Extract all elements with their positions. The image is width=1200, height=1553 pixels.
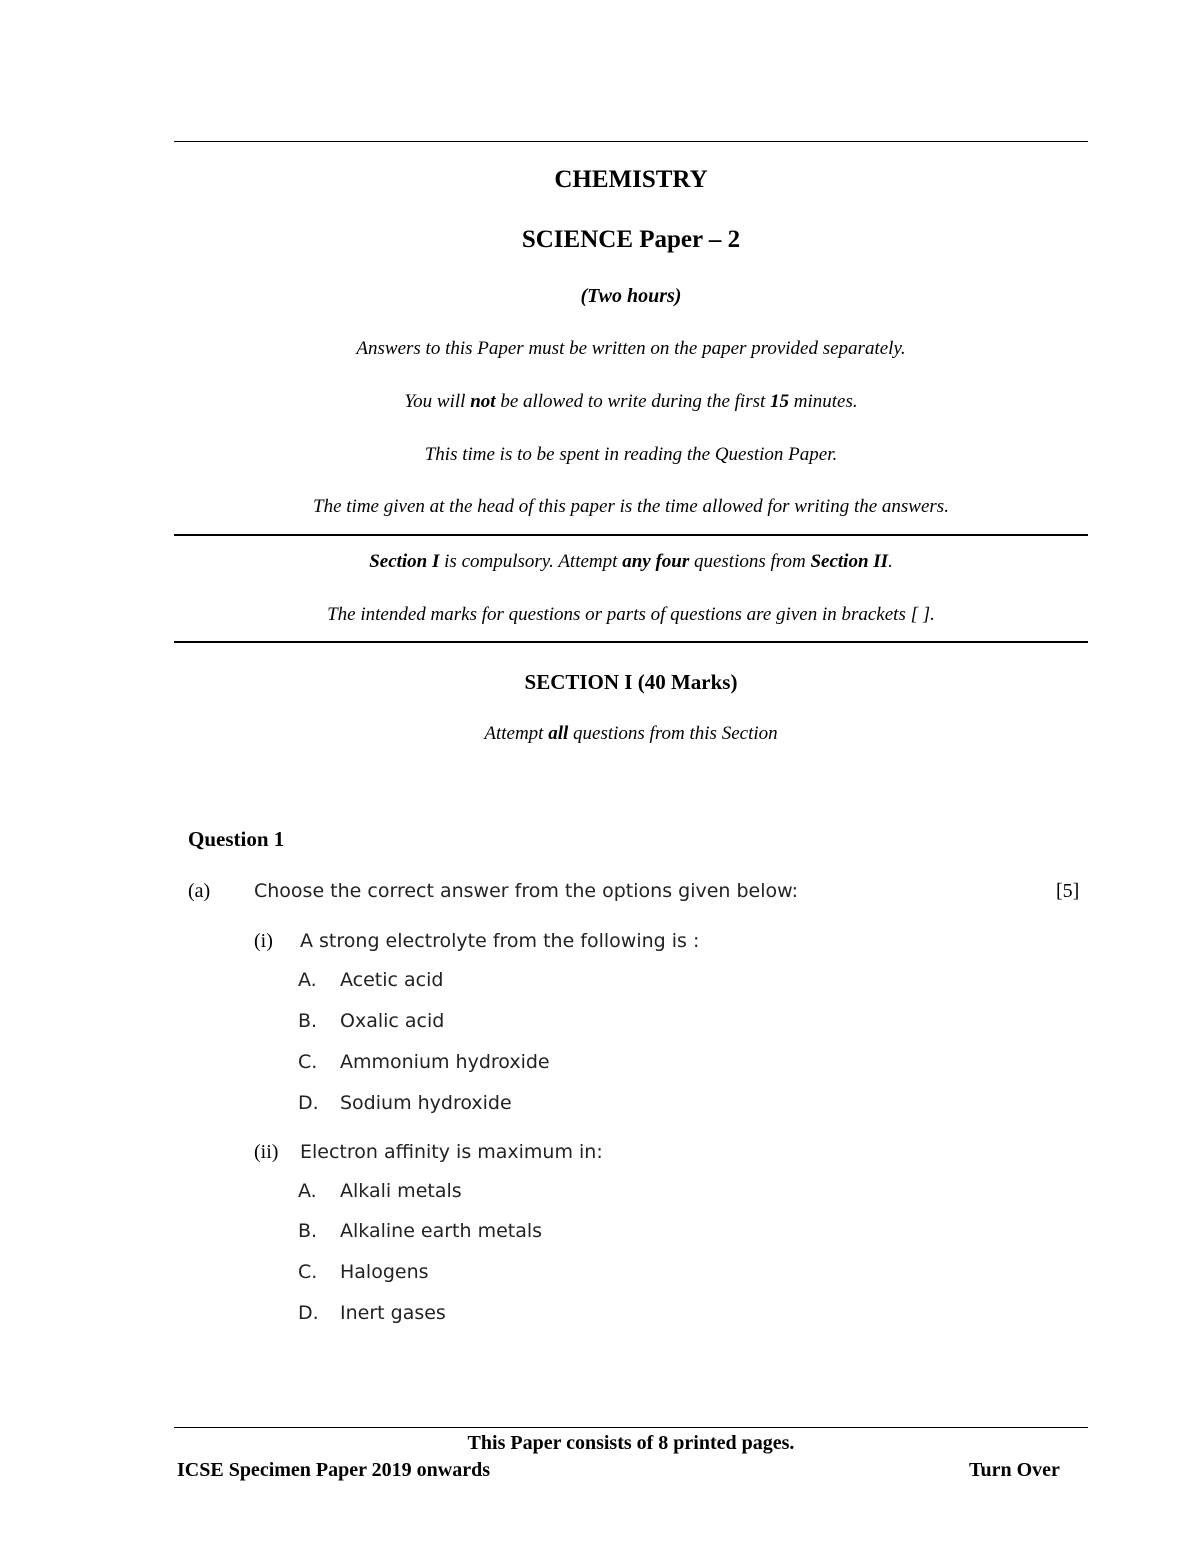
paper-title: SCIENCE Paper – 2	[521, 226, 741, 253]
footer-right: Turn Over	[969, 1459, 1060, 1481]
option-text: Ammonium hydroxide	[340, 1051, 550, 1073]
part-marks: [5]	[1056, 880, 1080, 902]
part-text: Choose the correct answer from the options given below:	[254, 880, 799, 902]
item-text: Electron affinity is maximum in:	[300, 1141, 603, 1163]
option-text: Oxalic acid	[340, 1010, 445, 1032]
subject-title: CHEMISTRY	[554, 166, 708, 193]
footer-left: ICSE Specimen Paper 2019 onwards	[177, 1459, 490, 1481]
option-letter: B.	[298, 1010, 318, 1032]
section-rule-line: Section I is compulsory. Attempt any four questions from Section II.	[369, 551, 893, 572]
footer-rule	[174, 1427, 1088, 1428]
top-rule	[174, 141, 1088, 142]
part-label: (a)	[188, 880, 211, 902]
option-text: Alkaline earth metals	[340, 1220, 543, 1242]
option-letter: D.	[298, 1302, 319, 1324]
question-label: Question 1	[188, 827, 285, 851]
item-number: (ii)	[254, 1141, 279, 1163]
option-letter: B.	[298, 1220, 318, 1242]
item-number: (i)	[254, 930, 273, 952]
rule-above-sections	[174, 534, 1088, 536]
option-text: Sodium hydroxide	[340, 1092, 512, 1114]
option-letter: A.	[298, 969, 317, 991]
instruction-line-4: The time given at the head of this paper is the time allowed for writing the answers.	[313, 496, 949, 517]
section-subheading: Attempt all questions from this Section	[484, 723, 778, 744]
option-letter: D.	[298, 1092, 319, 1114]
option-letter: C.	[298, 1051, 318, 1073]
option-letter: A.	[298, 1180, 317, 1202]
instruction-line-3: This time is to be spent in reading the Question Paper.	[424, 444, 838, 465]
instruction-line-2: You will not be allowed to write during the first 15 minutes.	[404, 391, 858, 412]
option-text: Inert gases	[340, 1302, 446, 1324]
duration: (Two hours)	[580, 285, 682, 307]
marks-line: The intended marks for questions or parts of questions are given in brackets [ ].	[327, 604, 935, 625]
item-text: A strong electrolyte from the following is :	[300, 930, 700, 952]
option-text: Acetic acid	[340, 969, 444, 991]
option-text: Halogens	[340, 1261, 429, 1283]
section-heading: SECTION I (40 Marks)	[524, 670, 738, 694]
page-count: This Paper consists of 8 printed pages.	[467, 1432, 795, 1454]
rule-below-sections	[174, 641, 1088, 643]
instruction-line-1: Answers to this Paper must be written on the paper provided separately.	[356, 338, 906, 359]
option-letter: C.	[298, 1261, 318, 1283]
option-text: Alkali metals	[340, 1180, 462, 1202]
